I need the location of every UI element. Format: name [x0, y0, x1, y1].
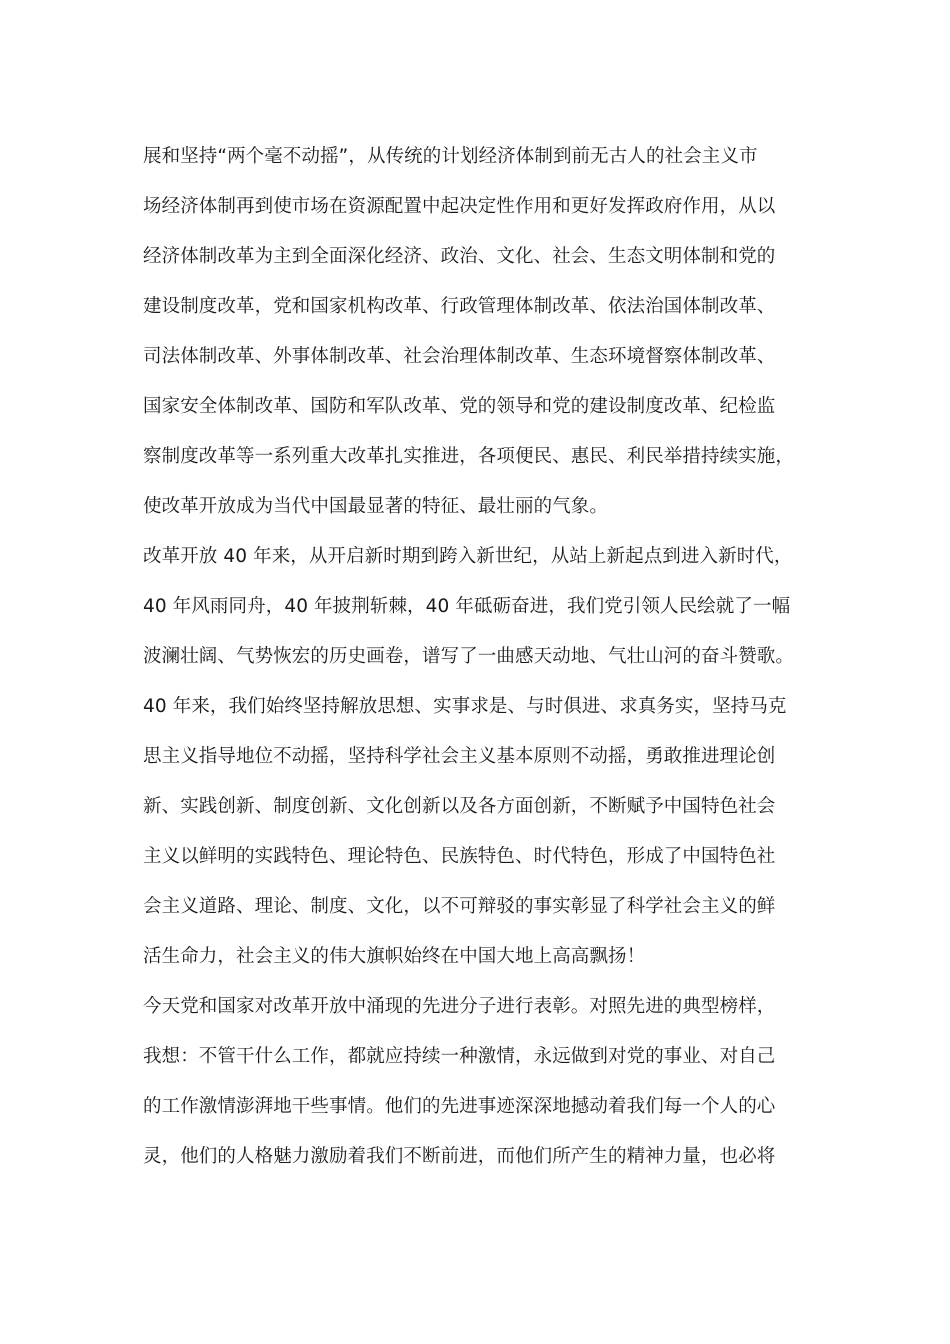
- text-line: 司法体制改革、外事体制改革、社会治理体制改革、生态环境督察体制改革、: [143, 346, 776, 367]
- text-line: 展和坚持“两个毫不动摇”，从传统的计划经济体制到前无古人的社会主义市: [143, 146, 758, 167]
- paragraph-forty-years: [143, 532, 823, 682]
- text-line: 40 年风雨同舟，40 年披荆斩棘，40 年砥砺奋进，我们党引领人民绘就了一幅: [143, 596, 791, 617]
- text-line: 思主义指导地位不动摇，坚持科学社会主义基本原则不动摇，勇敢推进理论创: [143, 746, 776, 767]
- text-line: 使改革开放成为当代中国最显著的特征、最壮丽的气象。: [143, 496, 609, 517]
- paragraph-commendation: [143, 982, 823, 1182]
- text-line: 经济体制改革为主到全面深化经济、政治、文化、社会、生态文明体制和党的: [143, 246, 776, 267]
- text-line: 建设制度改革，党和国家机构改革、行政管理体制改革、依法治国体制改革、: [143, 296, 776, 317]
- text-line: 改革开放 40 年来，从开启新时期到跨入新世纪，从站上新起点到进入新时代，: [143, 546, 793, 567]
- text-line: 国家安全体制改革、国防和军队改革、党的领导和党的建设制度改革、纪检监: [143, 396, 776, 417]
- document-body: [143, 132, 823, 1182]
- text-line: 40 年来，我们始终坚持解放思想、实事求是、与时俱进、求真务实，坚持马克: [143, 696, 787, 717]
- paragraph-reform-overview: [143, 132, 823, 532]
- text-line: 的工作激情澎湃地干些事情。他们的先进事迹深深地撼动着我们每一个人的心: [143, 1096, 776, 1117]
- text-line: 我想：不管干什么工作，都就应持续一种激情，永远做到对党的事业、对自己: [143, 1046, 776, 1067]
- text-line: 今天党和国家对改革开放中涌现的先进分子进行表彰。对照先进的典型榜样，: [143, 996, 776, 1017]
- text-line: 会主义道路、理论、制度、文化，以不可辩驳的事实彰显了科学社会主义的鲜: [143, 896, 776, 917]
- paragraph-socialism: [143, 682, 823, 982]
- text-line: 场经济体制再到使市场在资源配置中起决定性作用和更好发挥政府作用，从以: [143, 196, 776, 217]
- text-line: 主义以鲜明的实践特色、理论特色、民族特色、时代特色，形成了中国特色社: [143, 846, 776, 867]
- text-line: 灵，他们的人格魅力激励着我们不断前进，而他们所产生的精神力量，也必将: [143, 1146, 776, 1167]
- text-line: 活生命力，社会主义的伟大旗帜始终在中国大地上高高飘扬！: [143, 946, 646, 967]
- text-line: 察制度改革等一系列重大改革扎实推进，各项便民、惠民、利民举措持续实施，: [143, 446, 795, 467]
- text-line: 新、实践创新、制度创新、文化创新以及各方面创新，不断赋予中国特色社会: [143, 796, 776, 817]
- text-line: 波澜壮阔、气势恢宏的历史画卷，谱写了一曲感天动地、气壮山河的奋斗赞歌。: [143, 646, 795, 667]
